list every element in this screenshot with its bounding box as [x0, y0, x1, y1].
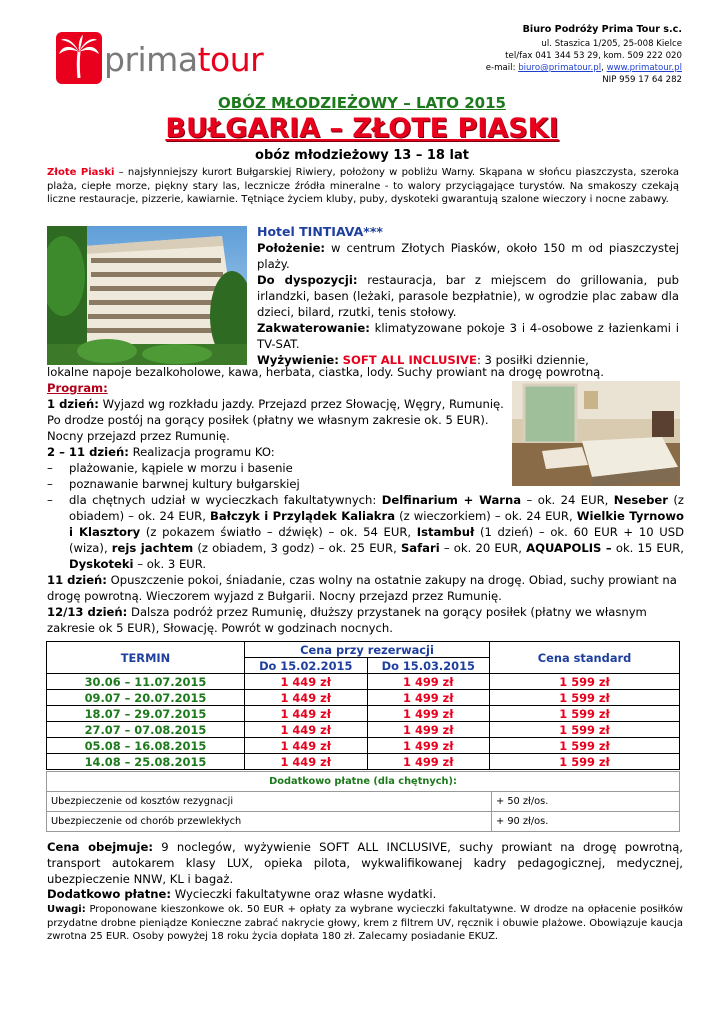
col-booking: Cena przy rezerwacji — [244, 642, 489, 658]
table-row: 30.06 – 11.07.2015 1 449 zł 1 499 zł 1 599 zł — [47, 674, 680, 690]
notes: Uwagi: Proponowane kieszonkowe ok. 50 EUR + opłaty za wybrane wycieczki fakultatywne. W drodze na opłacenie posiłków przydatne drobne pieniądze Konieczne zabrać nakrycie głowy, krem z filtrem UV, ręcznik i obuwie plażowe. Obowiązuje kaucja zwrotna 25 EUR. Osoby powyżej 18 roku życia dopłata 180 zł. Zalecamy posiadanie EKUZ. — [47, 904, 683, 943]
primatour-logo — [56, 30, 266, 88]
email-link[interactable]: biuro@primatour.pl — [518, 63, 602, 73]
table-row: 14.08 – 25.08.2015 1 449 zł 1 499 zł 1 599 zł — [47, 754, 680, 770]
intro-paragraph — [47, 166, 679, 207]
program-bullet-1: – plażowanie, kąpiele w morzu i basenie — [47, 461, 293, 475]
hotel-food: Wyżywienie: SOFT ALL INCLUSIVE: 3 posiłki dziennie, — [257, 353, 589, 367]
hotel-food-continued: lokalne napoje bezalkoholowe, kawa, herbata, ciastka, lody. Suchy prowiant na drogę powrotną. — [47, 365, 604, 379]
email-label: e-mail: — [485, 63, 516, 73]
price-includes: Cena obejmuje: 9 noclegów, wyżywienie SOFT ALL INCLUSIVE, suchy prowiant na drogę powrotną, transport autokarem klasy LUX, opieka pilota, wykwalifikowanej kadry pedagogicznej, medycznej, ubezpieczenie NNW, KL i bagaż. — [47, 840, 683, 886]
footer-section — [47, 840, 683, 944]
program-bullet-3: – dla chętnych udział w wycieczkach fakultatywnych: Delfinarium + Warna – ok. 24 EUR, Neseber (z obiadem) – ok. 24 EUR, Bałczyk i Przylądek Kaliakra (z wieczorkiem) – ok. 24 EUR, Wielkie Tyrnowo i Klasztory (z pokazem światło – dźwięk) – ok. 54 EUR, Istambuł (1 dzień) – ok. 60 EUR + 10 USD (wiza), rejs jachtem (z obiadem, 3 godz) – ok. 25 EUR, Safari – ok. 20 EUR, AQUAPOLIS – ok. 15 EUR, Dyskoteki – ok. 3 EUR. — [47, 493, 685, 571]
logo-wordmark: primatour — [104, 40, 264, 79]
program-heading: Program: — [47, 381, 108, 395]
intro-text: – najsłynniejszy kurort Bułgarskiej Riwiery, położony w pobliżu Warny. Skąpana w słońcu piaszczysta, szeroka plaża, ciepłe morze, piękny stary las, lecznicze źródła mineralne - to walory przyciągające turystów. Na smakoszy czekają liczne restauracje, pizzerie, kawiarnie. Tętniące życiem kluby, puby, dyskoteki gwarantują szalone wieczory i nocne zabawy. — [47, 167, 679, 206]
camp-subtitle: OBÓZ MŁODZIEŻOWY – LATO 2015 — [218, 94, 506, 112]
program-section — [47, 380, 684, 636]
extra-fees-table — [46, 771, 680, 832]
website-link[interactable]: www.primatour.pl — [606, 63, 682, 73]
program-day-1: 1 dzień: Wyjazd wg rozkładu jazdy. Przejazd przez Słowację, Węgry, Rumunię. Po drodze postój na gorący posiłek (płatny we własnym zakresie ok. 5 EUR). Nocny przejazd przez Rumunię. — [47, 397, 504, 443]
col-until-1: Do 15.02.2015 — [244, 658, 367, 674]
col-term: TERMIN — [47, 642, 245, 674]
col-until-2: Do 15.03.2015 — [367, 658, 490, 674]
hotel-description — [257, 224, 679, 368]
table-row: 09.07 – 20.07.2015 1 449 zł 1 499 zł 1 599 zł — [47, 690, 680, 706]
company-info — [486, 24, 682, 86]
price-table — [46, 641, 680, 770]
table-row: 05.08 – 16.08.2015 1 449 zł 1 499 zł 1 599 zł — [47, 738, 680, 754]
extra-paid: Dodatkowo płatne: Wycieczki fakultatywne oraz własne wydatki. — [47, 887, 437, 902]
intro-place: Złote Piaski — [47, 167, 115, 178]
company-email-line: e-mail: biuro@primatour.pl, www.primatour.pl — [485, 63, 682, 73]
company-name: Biuro Podróży Prima Tour s.c. — [522, 24, 682, 35]
extra-fees-heading: Dodatkowo płatne (dla chętnych): — [47, 772, 680, 792]
page-title: BUŁGARIA – ZŁOTE PIASKI — [165, 113, 559, 144]
palm-tree-icon — [56, 32, 102, 84]
hotel-location: Położenie: w centrum Złotych Piasków, około 150 m od piaszczystej plaży. — [257, 241, 679, 271]
hotel-rooms: Zakwaterowanie: klimatyzowane pokoje 3 i 4-osobowe z łazienkami i TV-SAT. — [257, 321, 679, 351]
table-row: 27.07 – 07.08.2015 1 449 zł 1 499 zł 1 599 zł — [47, 722, 680, 738]
table-row: Ubezpieczenie od chorób przewlekłych + 90 zł/os. — [47, 812, 680, 832]
company-address: ul. Staszica 1/205, 25-008 Kielce — [541, 39, 682, 49]
program-bullet-2: – poznawanie barwnej kultury bułgarskiej — [47, 477, 300, 491]
col-standard: Cena standard — [490, 642, 680, 674]
table-row: 18.07 – 29.07.2015 1 449 zł 1 499 zł 1 599 zł — [47, 706, 680, 722]
program-day-2-11: 2 – 11 dzień: Realizacja programu KO: — [47, 445, 275, 459]
hotel-building-photo — [47, 226, 247, 365]
company-nip: NIP 959 17 64 282 — [602, 75, 682, 85]
table-row: Ubezpieczenie od kosztów rezygnacji + 50 zł/os. — [47, 792, 680, 812]
program-day-12-13: 12/13 dzień: Dalsza podróż przez Rumunię, dłuższy przystanek na gorący posiłek (płatny we własnym zakresie ok 5 EUR), Słowację. Powrót w godzinach nocnych. — [47, 605, 647, 635]
company-phone: tel/fax 041 344 53 29, kom. 509 222 020 — [505, 51, 682, 61]
hotel-name: Hotel TINTIAVA*** — [257, 224, 383, 239]
hotel-facilities: Do dyspozycji: restauracja, bar z miejscem do grillowania, pub irlandzki, basen (leżaki, parasole bezpłatnie), w ogrodzie plac zabaw dla dzieci, bilard, rzutki, tenis stołowy. — [257, 273, 679, 319]
program-day-11: 11 dzień: Opuszczenie pokoi, śniadanie, czas wolny na ostatnie zakupy na drogę. Obiad, suchy prowiant na drogę powrotną. Wieczorem wyjazd z Bułgarii. Nocny przejazd przez Rumunię. — [47, 573, 677, 603]
age-range: obóz młodzieżowy 13 – 18 lat — [255, 148, 469, 163]
